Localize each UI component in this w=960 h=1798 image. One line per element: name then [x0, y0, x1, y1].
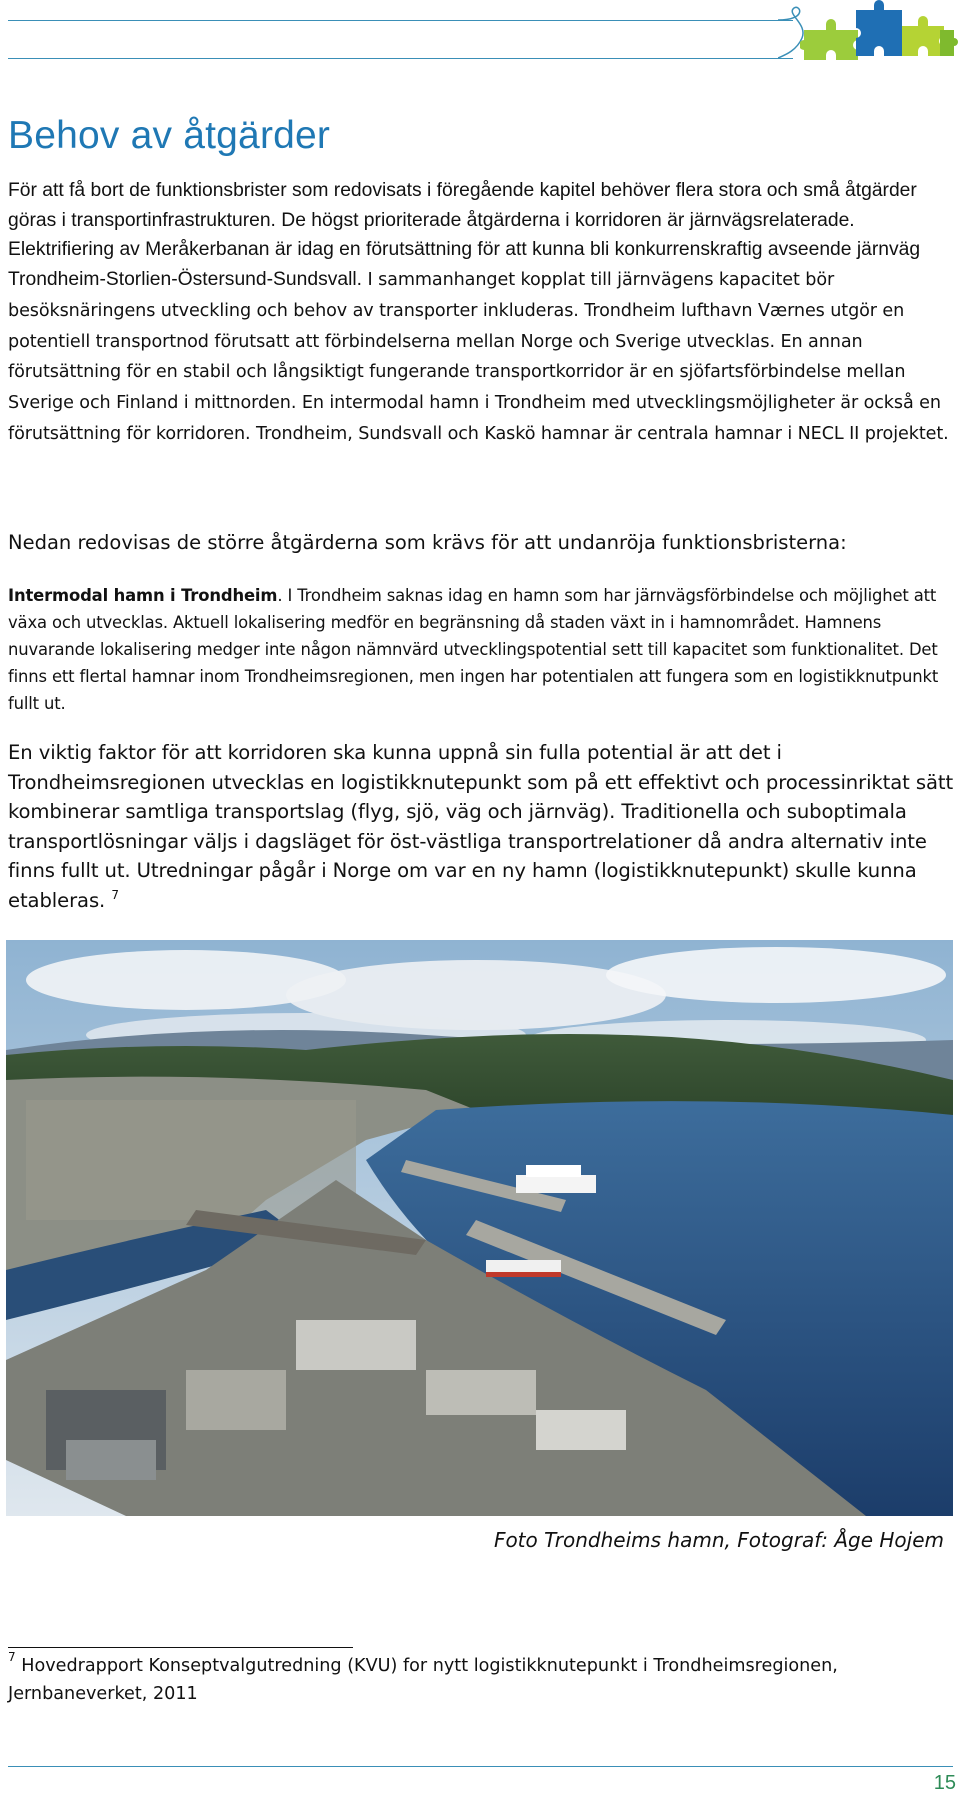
- page-number: 15: [933, 1772, 956, 1794]
- intro-text-a: För att få bort de funktionsbrister som redovisats i föregående kapitel behöver flera stora och små åtgärder göras i transportinfrastrukturen. De högst prioriterade åtgärderna i korridoren är järnvägsrelaterade. Elektrifiering av Meråkerbanan är idag en förutsättning för att kunna bli konkurrenskraftig avseende järnväg Trondheim-Storlien-Östersund-Sundsvall.: [8, 180, 921, 291]
- footnote-mark: 7: [8, 1650, 16, 1664]
- intro-paragraph: [8, 176, 954, 449]
- intro-text-b: I sammanhanget kopplat till järnvägens kapacitet bör besöksnäringens utveckling och behov av transporter inkluderas. Trondheim lufthavn Værnes utgör en potentiell transportnod förutsatt att förbindelserna mellan Norge och Sverige utvecklas. En annan förutsättning för en stabil och långsiktigt fungerande transportkorridor är en sjöfartsförbindelse mellan Sverige och Finland i mittnorden. En intermodal hamn i Trondheim med utvecklingsmöjligheter är också en förutsättning för korridoren. Trondheim, Sundsvall och Kaskö hamnar är centrala hamnar i NECL II projektet.: [8, 270, 949, 444]
- puzzle-logo-icon: [800, 0, 960, 64]
- header-rule-top: [8, 20, 793, 21]
- footnote-rule: [8, 1647, 353, 1648]
- measures-intro: Nedan redovisas de större åtgärderna som krävs för att undanröja funktionsbristerna:: [8, 531, 847, 554]
- footer-rule: [8, 1766, 953, 1767]
- measure-title: Intermodal hamn i Trondheim: [8, 586, 278, 605]
- section-title: Behov av åtgärder: [8, 114, 331, 157]
- header-rule-bottom: [8, 58, 793, 59]
- measure-text: . I Trondheim saknas idag en hamn som har järnvägsförbindelse och möjlighet att växa och utvecklas. Aktuell lokalisering medför en begränsning då staden växt in i hamnområdet. Hamnens nuvarande lokalisering medger inte någon nämnvärd utvecklingspotential sett till kapacitet som funktionalitet. Det finns ett flertal hamnar inom Trondheimsregionen, men ingen har potentialen att fungera som en logistikknutpunkt fullt ut.: [8, 586, 939, 713]
- footnote-reference: 7: [111, 887, 119, 902]
- harbour-photo: [6, 940, 953, 1516]
- factor-text: En viktig faktor för att korridoren ska kunna uppnå sin fulla potential är att det i Trondheimsregionen utvecklas en logistikknutepunkt som på ett effektivt och processinriktat sätt kombinerar samtliga transportslag (flyg, sjö, väg och järnväg). Traditionella och suboptimala transportlösningar väljs i dagsläget för öst-västliga transportrelationer då andra alternativ inte finns fullt ut. Utredningar pågår i Norge om var en ny hamn (logistikknutepunkt) skulle kunna etableras.: [8, 741, 954, 912]
- factor-paragraph: [8, 738, 954, 916]
- measure-paragraph: [8, 582, 954, 717]
- footnote-text: Hovedrapport Konseptvalgutredning (KVU) for nytt logistikknutepunkt i Trondheimsregionen, Jernbaneverket, 2011: [8, 1656, 838, 1704]
- footnote: [8, 1652, 908, 1708]
- photo-caption: Foto Trondheims hamn, Fotograf: Åge Hojem: [493, 1528, 944, 1552]
